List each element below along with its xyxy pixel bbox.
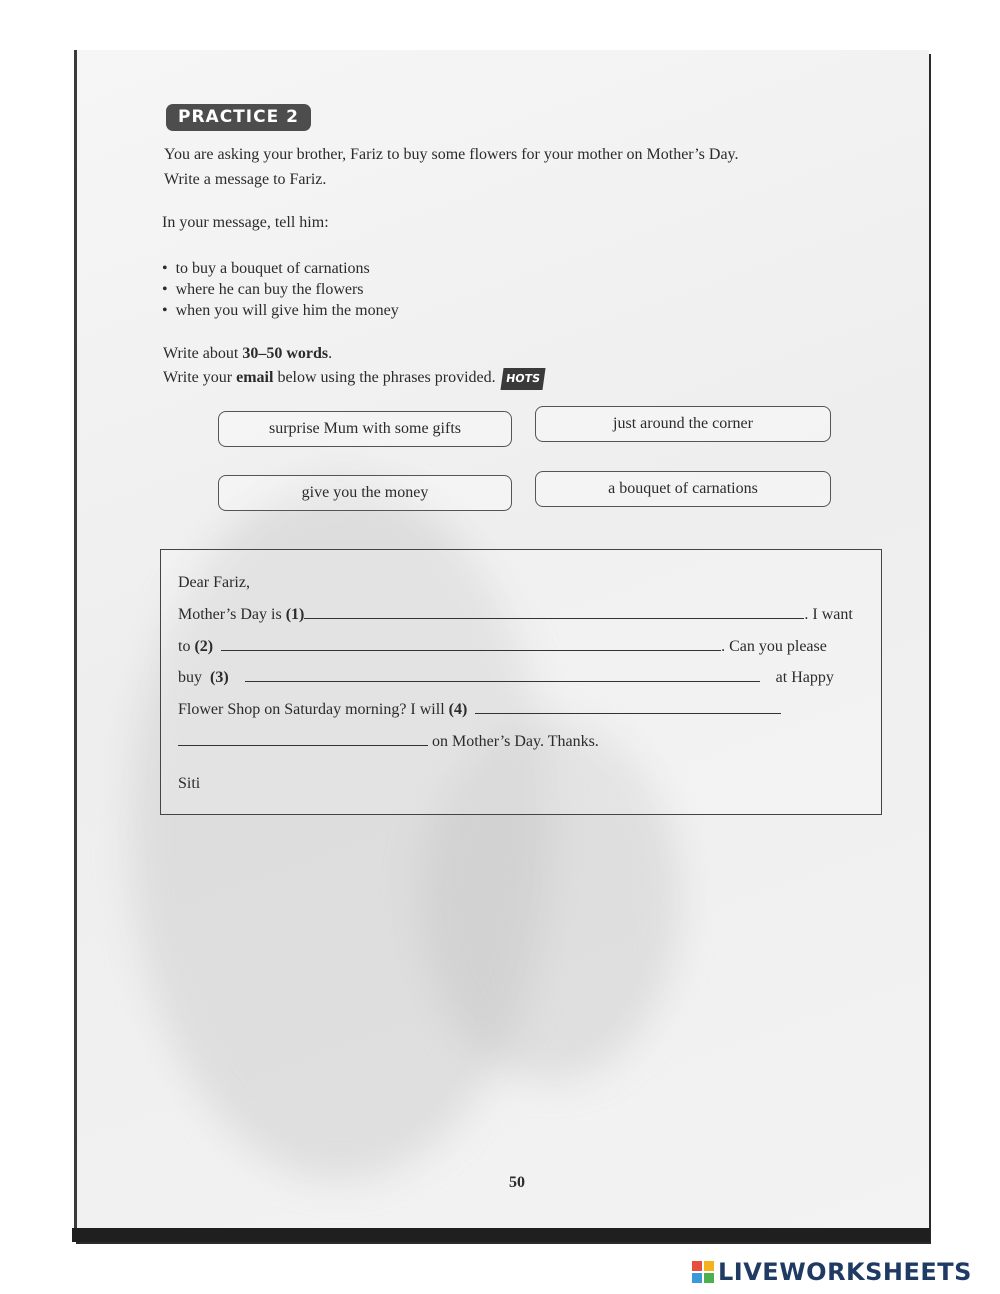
practice-badge: PRACTICE 2 [166,104,311,131]
email-line-1: Mother’s Day is (1) . I want [178,606,853,623]
answer-blank-4[interactable] [475,699,781,714]
brand-name: LIVEWORKSHEETS [718,1258,972,1286]
phrase-box: surprise Mum with some gifts [218,411,512,447]
email-line-4: Flower Shop on Saturday morning? I will (4) [178,699,870,720]
email-greeting: Dear Fariz, [178,574,250,591]
task-bullet-list [162,258,399,321]
email-instruction: Write your email below using the phrases provided. HOTS [163,368,544,390]
liveworksheets-icon [692,1261,714,1283]
intro-tell: In your message, tell him: [162,214,329,231]
answer-blank-2[interactable] [221,636,721,651]
email-line-3: buy (3) at Happy [178,669,834,686]
email-line-5: on Mother’s Day. Thanks. [178,731,599,752]
page-number: 50 [509,1174,525,1191]
phrase-box: just around the corner [535,406,831,442]
hots-label: HOTS [500,368,545,390]
page-bottom-edge [72,1228,930,1242]
answer-blank-1[interactable] [304,604,804,619]
intro-line-1: You are asking your brother, Fariz to buy some flowers for your mother on Mother’s Day. [164,146,739,163]
email-signoff: Siti [178,775,201,792]
answer-blank-3[interactable] [245,667,760,682]
word-count-instruction: Write about 30–50 words. [163,345,333,362]
bullet-item: • when you will give him the money [162,300,399,321]
bullet-item: • to buy a bouquet of carnations [162,258,399,279]
liveworksheets-logo [692,1258,972,1286]
phrase-box: give you the money [218,475,512,511]
word-count: 30–50 words [242,345,329,362]
intro-line-2: Write a message to Fariz. [164,171,327,188]
email-line-2: to (2) . Can you please [178,638,827,655]
phrase-box: a bouquet of carnations [535,471,831,507]
bullet-item: • where he can buy the flowers [162,279,399,300]
answer-blank-4-continued[interactable] [178,731,428,746]
